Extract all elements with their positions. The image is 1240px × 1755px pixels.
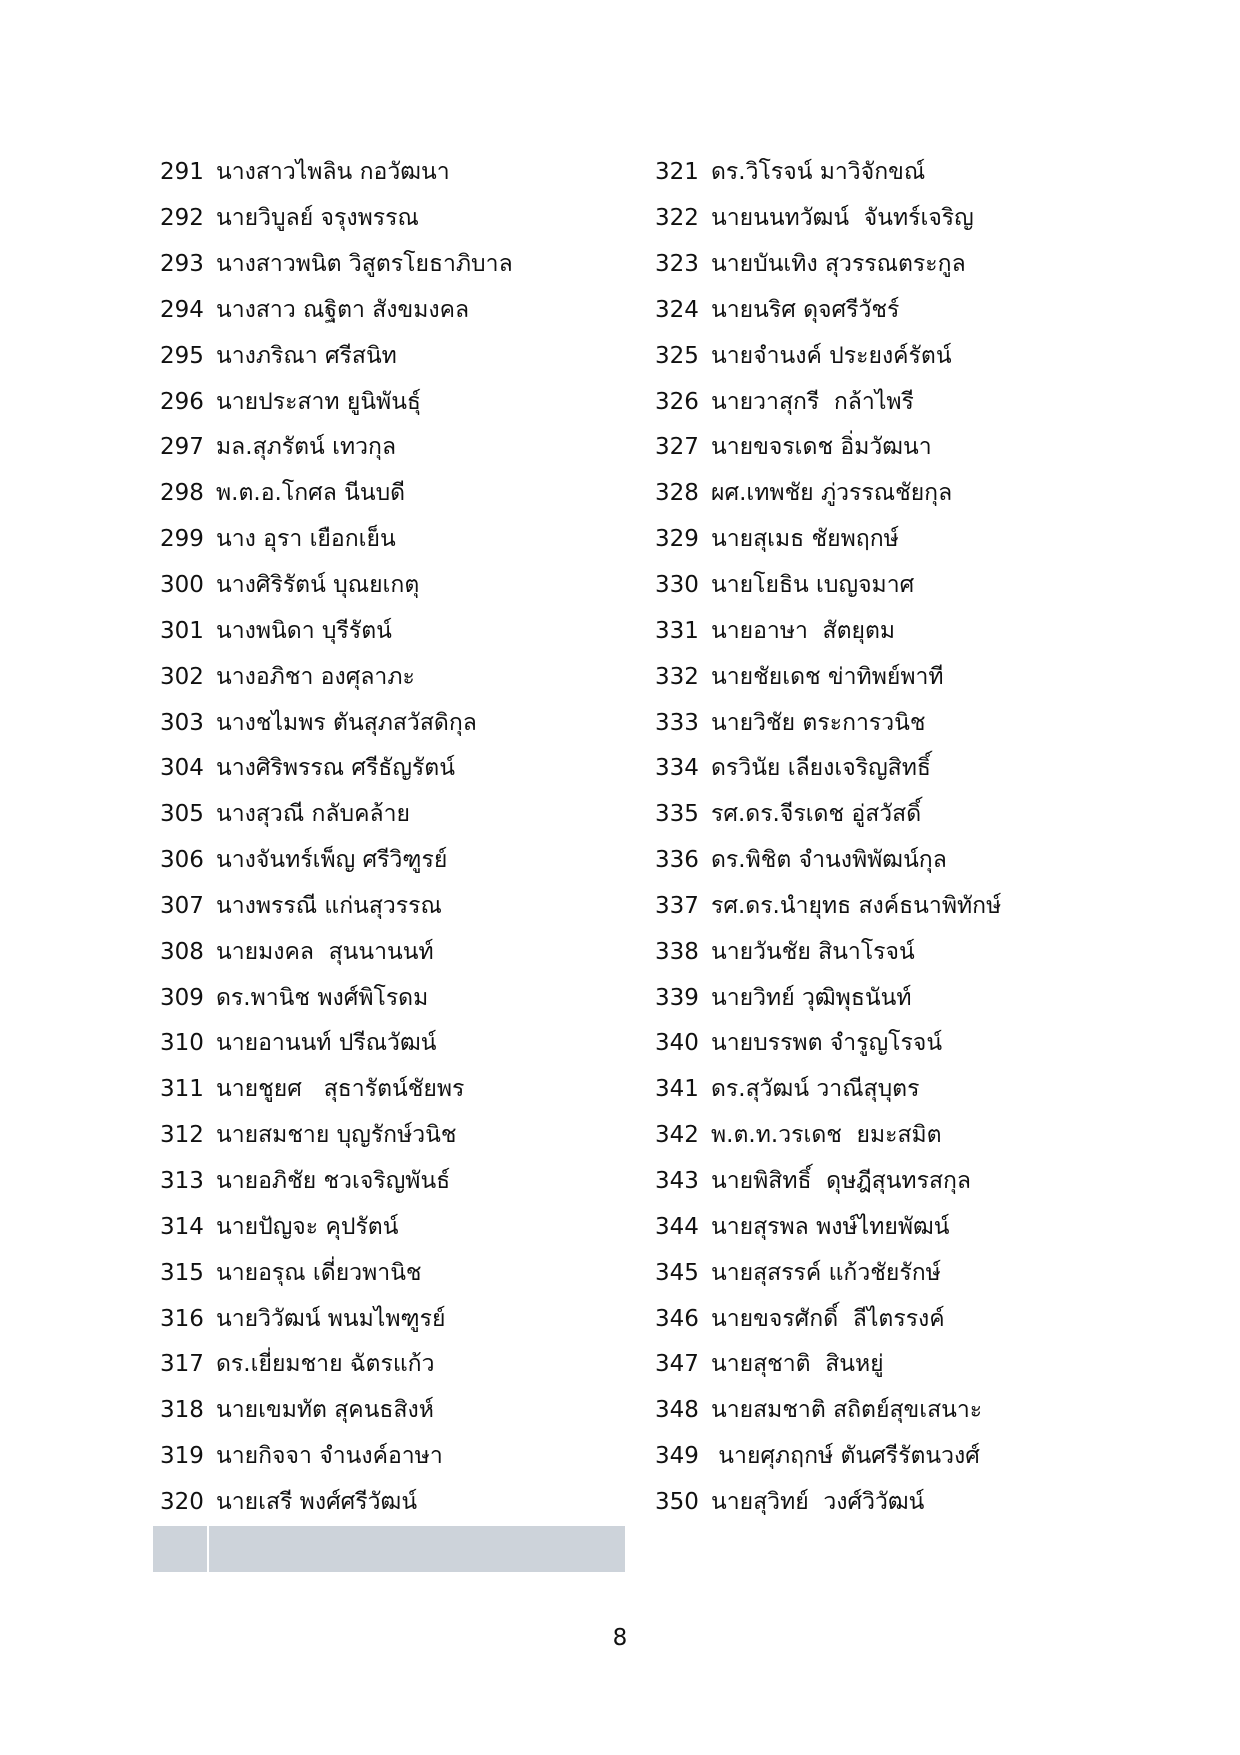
- list-item: [160, 379, 620, 425]
- list-item: [160, 1113, 620, 1159]
- entry-number: 339: [655, 984, 699, 1011]
- list-item: [655, 196, 1055, 242]
- list-item: [655, 1159, 1055, 1205]
- entry-name: นายชัยเดช ข่าทิพย์พาที: [711, 663, 944, 690]
- list-item: [160, 700, 620, 746]
- entry-name: นายชูยศ สุธารัตน์ชัยพร: [216, 1076, 465, 1103]
- entry-name: นางพนิดา บุรีรัตน์: [216, 617, 392, 644]
- list-item: [160, 1067, 620, 1113]
- entry-name: นายโยธิน เบญจมาศ: [711, 572, 915, 599]
- entry-number: 348: [655, 1397, 699, 1424]
- list-item: [160, 975, 620, 1021]
- entry-name: นายสุวิทย์ วงศ์วิวัฒน์: [711, 1488, 925, 1515]
- entry-name: นายอรุณ เดี่ยวพานิช: [216, 1259, 422, 1286]
- entry-name: นายอาษา สัตยุตม: [711, 617, 896, 644]
- entry-number: 293: [160, 251, 204, 278]
- entry-name: นายกิจจา จำนงค์อาษา: [216, 1443, 443, 1470]
- entry-number: 299: [160, 526, 204, 553]
- list-item: [655, 1067, 1055, 1113]
- entry-number: 314: [160, 1213, 204, 1240]
- entry-number: 327: [655, 434, 699, 461]
- entry-name: นายบันเทิง สุวรรณตระกูล: [711, 251, 966, 278]
- list-item: [655, 1204, 1055, 1250]
- list-item: [160, 1296, 620, 1342]
- list-item: [160, 838, 620, 884]
- entry-name: นายนริศ ดุจศรีวัชร์: [711, 296, 900, 323]
- entry-number: 329: [655, 526, 699, 553]
- entry-name: นายวิบูลย์ จรุงพรรณ: [216, 205, 419, 232]
- entry-number: 349: [655, 1443, 699, 1470]
- entry-number: 330: [655, 572, 699, 599]
- list-item: [655, 746, 1055, 792]
- entry-name: นางศิริรัตน์ บุณยเกตุ: [216, 572, 420, 599]
- entry-name: รศ.ดร.นำยุทธ สงค์ธนาพิทักษ์: [711, 892, 1002, 919]
- entry-number: 306: [160, 847, 204, 874]
- entry-number: 316: [160, 1305, 204, 1332]
- entry-number: 345: [655, 1259, 699, 1286]
- empty-shaded-number-cell: [153, 1526, 207, 1572]
- entry-name: นายอานนท์ ปรีณวัฒน์: [216, 1030, 437, 1057]
- entry-number: 344: [655, 1213, 699, 1240]
- entry-number: 297: [160, 434, 204, 461]
- entry-name: นางสาว ณฐิตา สังขมงคล: [216, 296, 470, 323]
- entry-number: 296: [160, 388, 204, 415]
- list-item: [160, 608, 620, 654]
- entry-number: 346: [655, 1305, 699, 1332]
- entry-name: นายจำนงค์ ประยงค์รัตน์: [711, 342, 952, 369]
- entry-name: นางพรรณี แก่นสุวรรณ: [216, 892, 442, 919]
- entry-number: 318: [160, 1397, 204, 1424]
- entry-name: ดร.สุวัฒน์ วาณีสุบุตร: [711, 1076, 920, 1103]
- list-item: [160, 425, 620, 471]
- list-item: [160, 471, 620, 517]
- list-item: [655, 700, 1055, 746]
- entry-number: 292: [160, 205, 204, 232]
- entry-name: นายอภิชัย ชวเจริญพันธ์: [216, 1167, 451, 1194]
- entry-name: นายสุรพล พงษ์ไทยพัฒน์: [711, 1213, 950, 1240]
- list-item: [160, 288, 620, 334]
- entry-number: 325: [655, 342, 699, 369]
- list-item: [655, 1296, 1055, 1342]
- entry-number: 313: [160, 1167, 204, 1194]
- list-item: [160, 150, 620, 196]
- entry-number: 331: [655, 617, 699, 644]
- entry-number: 319: [160, 1443, 204, 1470]
- entry-name: นายวาสุกรี กล้าไพรี: [711, 388, 914, 415]
- entry-number: 307: [160, 892, 204, 919]
- list-item: [655, 1250, 1055, 1296]
- entry-name: นางภริณา ศรีสนิท: [216, 342, 397, 369]
- entry-number: 334: [655, 755, 699, 782]
- entry-name: นายปัญจะ คุปรัตน์: [216, 1213, 399, 1240]
- entry-name: นายสมชาติ สถิตย์สุขเสนาะ: [711, 1397, 983, 1424]
- entry-name: นางศิริพรรณ ศรีธัญรัตน์: [216, 755, 455, 782]
- list-item: [655, 563, 1055, 609]
- entry-name: รศ.ดร.จีรเดช อู่สวัสดิ์: [711, 801, 922, 828]
- entry-name: นายขจรศักดิ์ ลีไตรรงค์: [711, 1305, 945, 1332]
- entry-name: นายพิสิทธิ์ ดุษฎีสุนทรสกุล: [711, 1167, 972, 1194]
- list-item: [655, 1113, 1055, 1159]
- entry-name: นายมงคล สุนนานนท์: [216, 938, 434, 965]
- list-item: [655, 471, 1055, 517]
- list-item: [160, 1388, 620, 1434]
- entry-name: พ.ต.ท.วรเดช ยมะสมิต: [711, 1122, 942, 1149]
- entry-number: 328: [655, 480, 699, 507]
- entry-name: นายสุชาติ สินหยู่: [711, 1351, 884, 1378]
- entry-name: ดร.พานิช พงศ์พิโรดม: [216, 984, 429, 1011]
- entry-name: พ.ต.อ.โกศล นีนบดี: [216, 480, 406, 507]
- entry-number: 322: [655, 205, 699, 232]
- entry-name: ดร.วิโรจน์ มาวิจักขณ์: [711, 159, 926, 186]
- entry-name: นางสาวพนิต วิสูตรโยธาภิบาล: [216, 251, 513, 278]
- entry-number: 317: [160, 1351, 204, 1378]
- entry-name: นายขจรเดช อิ่มวัฒนา: [711, 434, 932, 461]
- list-item: [655, 1388, 1055, 1434]
- entry-name: ดร.พิชิต จำนงพิพัฒน์กุล: [711, 847, 947, 874]
- empty-shaded-name-cell: [209, 1526, 625, 1572]
- entry-name: นางสุวณี กลับคล้าย: [216, 801, 410, 828]
- entry-number: 303: [160, 709, 204, 736]
- entry-number: 333: [655, 709, 699, 736]
- list-item: [655, 792, 1055, 838]
- entry-number: 320: [160, 1488, 204, 1515]
- entry-number: 312: [160, 1122, 204, 1149]
- entry-number: 294: [160, 296, 204, 323]
- list-item: [655, 884, 1055, 930]
- entry-name: มล.สุภรัตน์ เทวกุล: [216, 434, 397, 461]
- entry-number: 340: [655, 1030, 699, 1057]
- entry-name: นายศุภฤกษ์ ตันศรีรัตนวงศ์: [711, 1443, 980, 1470]
- entry-number: 338: [655, 938, 699, 965]
- entry-number: 295: [160, 342, 204, 369]
- list-item: [160, 1159, 620, 1205]
- name-list-left-column: [160, 150, 620, 1525]
- entry-number: 341: [655, 1076, 699, 1103]
- list-item: [160, 1021, 620, 1067]
- list-item: [655, 242, 1055, 288]
- entry-name: นายเสรี พงศ์ศรีวัฒน์: [216, 1488, 418, 1515]
- entry-name: นายวันชัย สินาโรจน์: [711, 938, 915, 965]
- list-item: [655, 1479, 1055, 1525]
- entry-name: นาง อุรา เยือกเย็น: [216, 526, 396, 553]
- list-item: [160, 1434, 620, 1480]
- list-item: [655, 379, 1055, 425]
- entry-number: 310: [160, 1030, 204, 1057]
- list-item: [160, 654, 620, 700]
- list-item: [160, 792, 620, 838]
- entry-number: 336: [655, 847, 699, 874]
- entry-number: 347: [655, 1351, 699, 1378]
- entry-number: 311: [160, 1076, 204, 1103]
- entry-name: นายบรรพต จำรูญโรจน์: [711, 1030, 943, 1057]
- list-item: [655, 288, 1055, 334]
- list-item: [655, 654, 1055, 700]
- list-item: [160, 196, 620, 242]
- entry-number: 300: [160, 572, 204, 599]
- list-item: [160, 242, 620, 288]
- entry-number: 298: [160, 480, 204, 507]
- list-item: [655, 150, 1055, 196]
- entry-number: 301: [160, 617, 204, 644]
- entry-number: 321: [655, 159, 699, 186]
- list-item: [655, 1342, 1055, 1388]
- page-number: 8: [612, 1625, 628, 1651]
- list-item: [160, 884, 620, 930]
- entry-number: 305: [160, 801, 204, 828]
- entry-name: นางชไมพร ตันสุภสวัสดิกุล: [216, 709, 477, 736]
- entry-number: 309: [160, 984, 204, 1011]
- entry-name: นายวิวัฒน์ พนมไพฑูรย์: [216, 1305, 446, 1332]
- entry-name: นายเขมทัต สุคนธสิงห์: [216, 1397, 434, 1424]
- entry-number: 332: [655, 663, 699, 690]
- list-item: [160, 746, 620, 792]
- entry-number: 326: [655, 388, 699, 415]
- entry-name: ดร.เยี่ยมชาย ฉัตรแก้ว: [216, 1351, 435, 1378]
- empty-shaded-row: [153, 1526, 625, 1572]
- list-item: [160, 563, 620, 609]
- list-item: [160, 1342, 620, 1388]
- list-item: [655, 975, 1055, 1021]
- entry-name: ผศ.เทพชัย ภู่วรรณชัยกุล: [711, 480, 953, 507]
- entry-name: นายวิชัย ตระการวนิช: [711, 709, 926, 736]
- list-item: [160, 517, 620, 563]
- entry-number: 335: [655, 801, 699, 828]
- entry-name: นายสมชาย บุญรักษ์วนิช: [216, 1122, 457, 1149]
- list-item: [160, 333, 620, 379]
- list-item: [655, 1434, 1055, 1480]
- list-item: [655, 333, 1055, 379]
- entry-name: นางอภิชา องศุลาภะ: [216, 663, 415, 690]
- list-item: [160, 1479, 620, 1525]
- entry-number: 302: [160, 663, 204, 690]
- entry-number: 350: [655, 1488, 699, 1515]
- entry-number: 323: [655, 251, 699, 278]
- list-item: [160, 1250, 620, 1296]
- entry-number: 342: [655, 1122, 699, 1149]
- entry-name: นางจันทร์เพ็ญ ศรีวิฑูรย์: [216, 847, 448, 874]
- entry-number: 308: [160, 938, 204, 965]
- entry-name: นายสุสรรค์ แก้วชัยรักษ์: [711, 1259, 941, 1286]
- entry-number: 315: [160, 1259, 204, 1286]
- entry-name: นายประสาท ยูนิพันธุ์: [216, 388, 421, 415]
- list-item: [655, 838, 1055, 884]
- entry-name: นายสุเมธ ชัยพฤกษ์: [711, 526, 899, 553]
- entry-number: 337: [655, 892, 699, 919]
- list-item: [655, 608, 1055, 654]
- entry-name: นายนนทวัฒน์ จันทร์เจริญ: [711, 205, 974, 232]
- entry-number: 304: [160, 755, 204, 782]
- entry-name: นายวิทย์ วุฒิพุธนันท์: [711, 984, 912, 1011]
- entry-number: 324: [655, 296, 699, 323]
- list-item: [160, 929, 620, 975]
- list-item: [655, 425, 1055, 471]
- entry-name: นางสาวไพลิน กอวัฒนา: [216, 159, 450, 186]
- list-item: [655, 517, 1055, 563]
- entry-number: 291: [160, 159, 204, 186]
- name-list-right-column: [655, 150, 1055, 1525]
- entry-number: 343: [655, 1167, 699, 1194]
- list-item: [655, 1021, 1055, 1067]
- entry-name: ดรวินัย เลียงเจริญสิทธิ์: [711, 755, 931, 782]
- list-item: [160, 1204, 620, 1250]
- list-item: [655, 929, 1055, 975]
